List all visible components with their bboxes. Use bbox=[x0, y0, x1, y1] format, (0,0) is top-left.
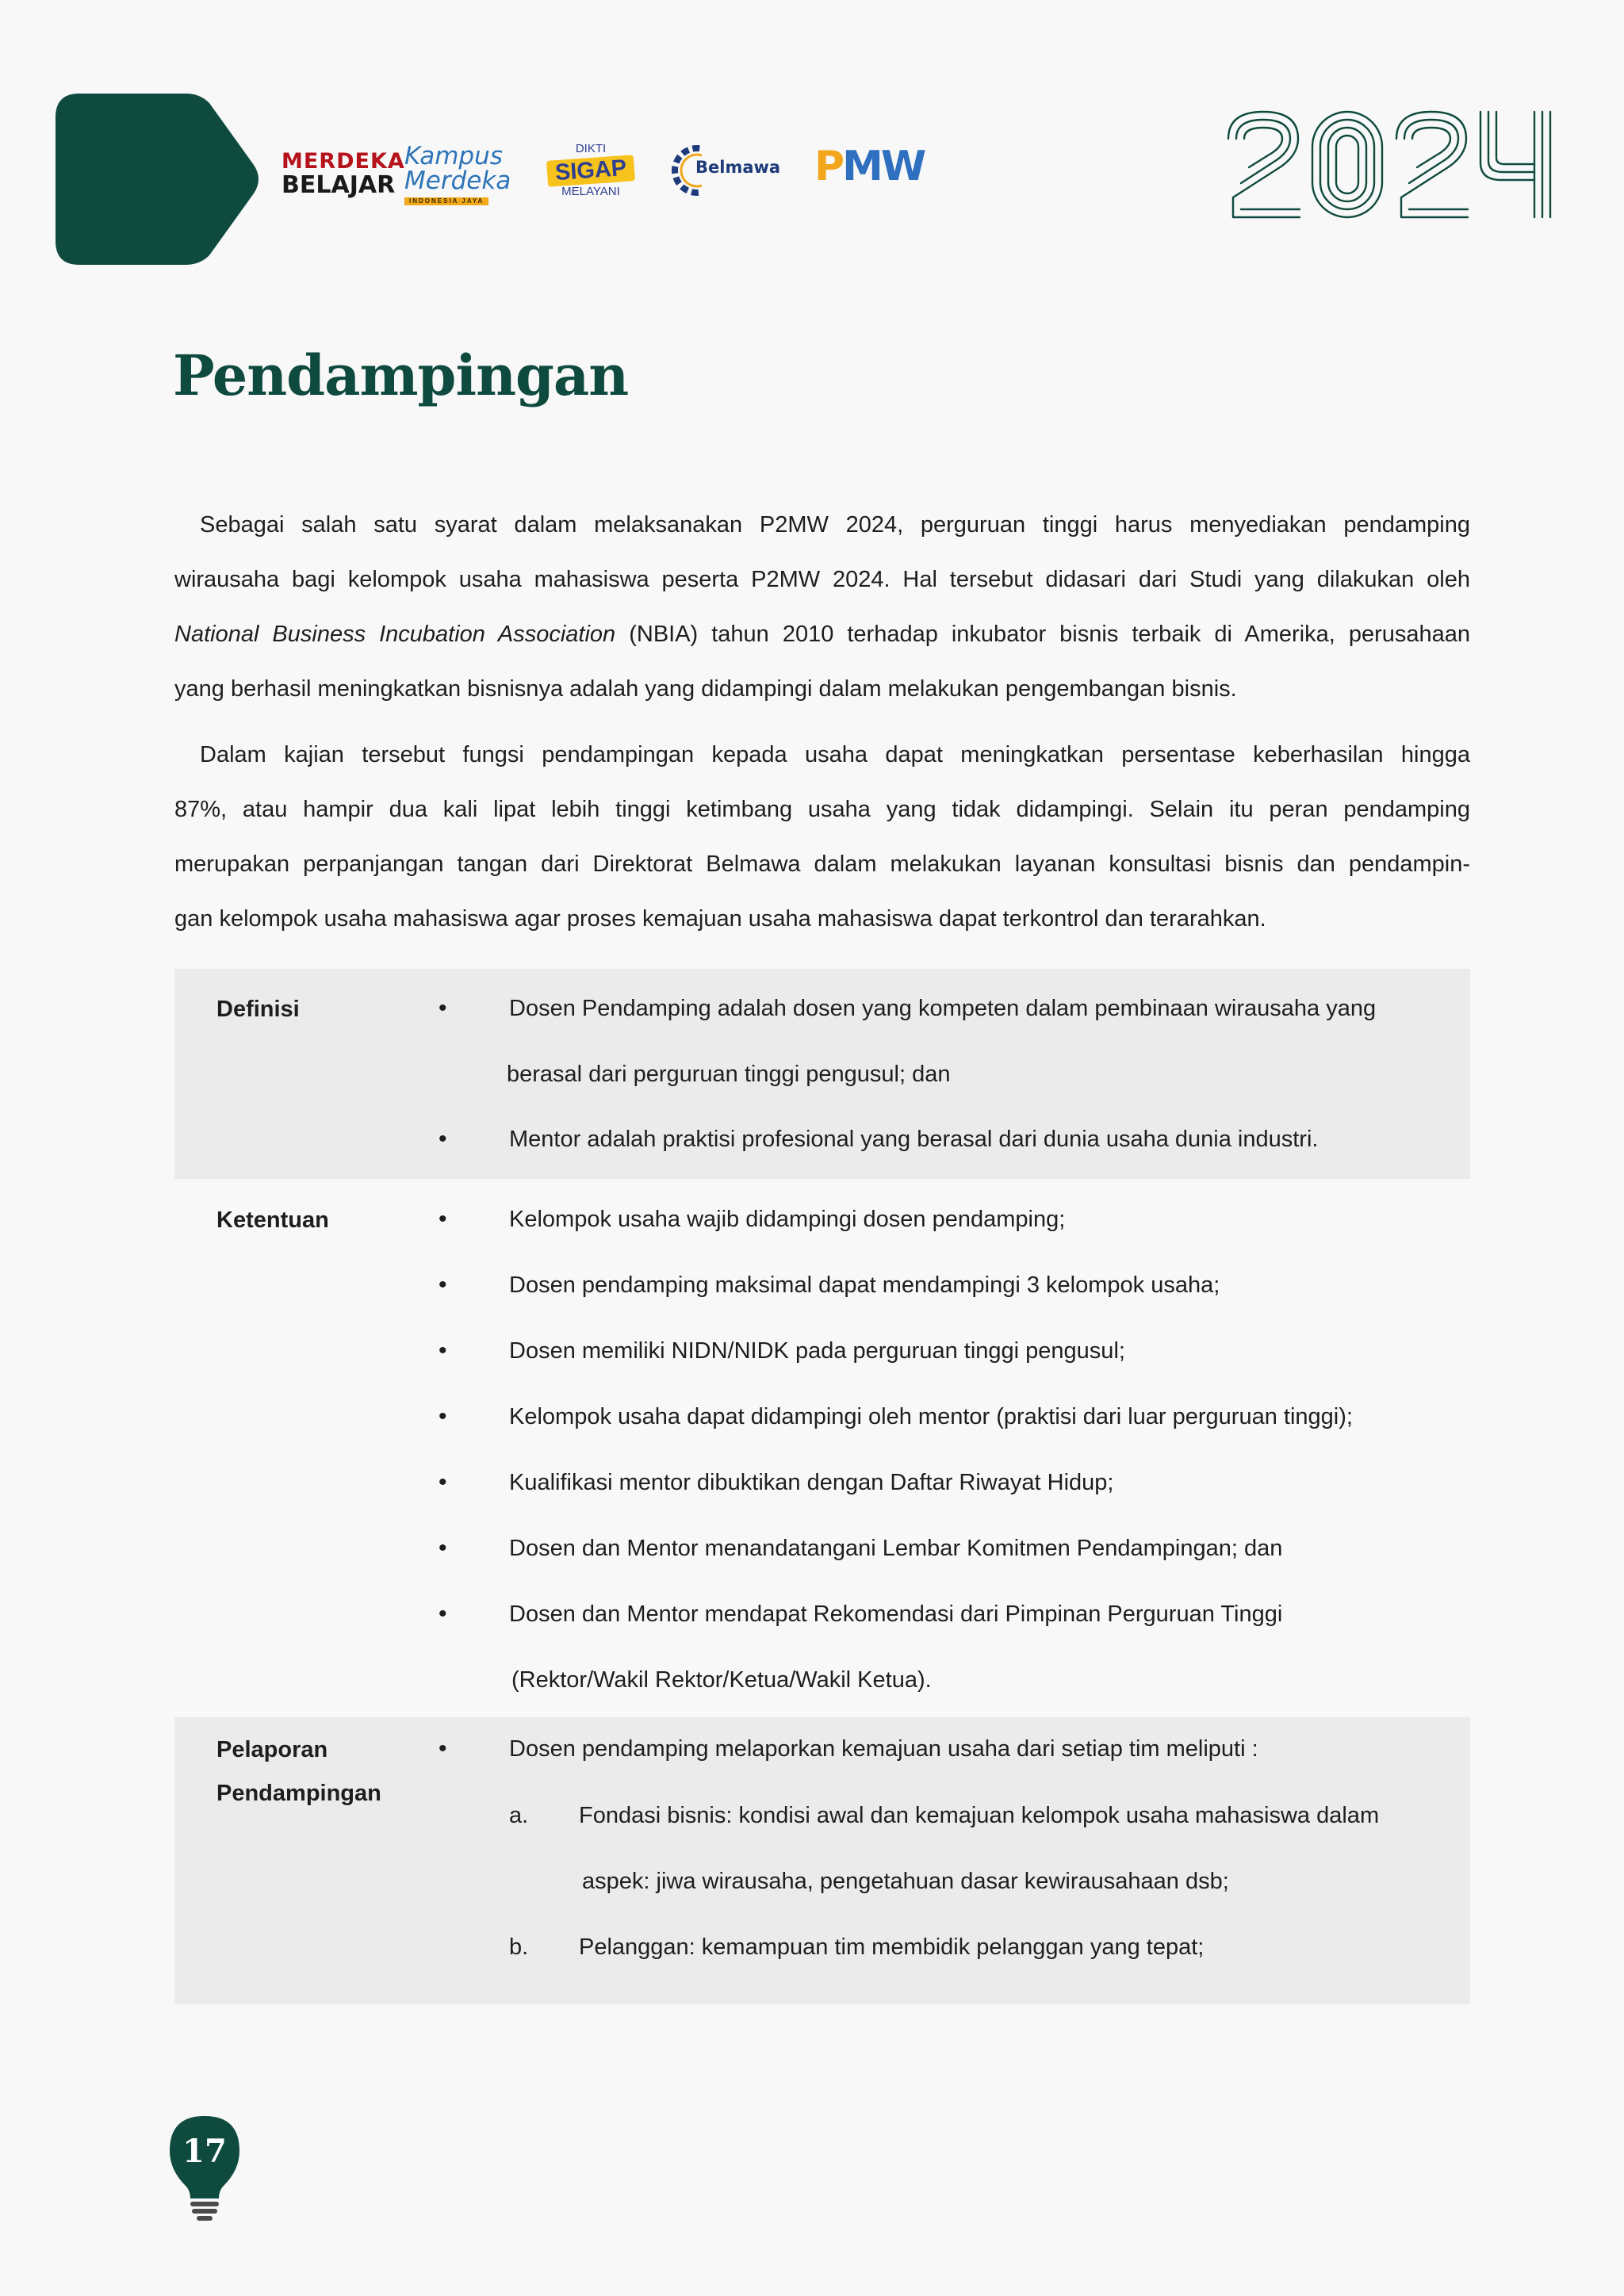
definisi-item: Mentor adalah praktisi profesional yang berasal dari dunia usaha dunia industri. bbox=[509, 1127, 1319, 1152]
digit-2a bbox=[1228, 112, 1300, 217]
definisi-label: Definisi bbox=[216, 997, 300, 1022]
definisi-item-continued: berasal dari perguruan tinggi pengusul; dan bbox=[507, 1062, 951, 1087]
bullet: • bbox=[439, 1126, 447, 1152]
paragraph-line: yang berhasil meningkatkan bisnisnya adalah yang didampingi dalam melakukan pengembangan bisnis. bbox=[174, 676, 1237, 702]
paragraph-line: 87%, atau hampir dua kali lipat lebih tinggi ketimbang usaha yang tidak didampingi. Selain itu peran pendamping bbox=[174, 797, 1470, 822]
sub-item-text: Fondasi bisnis: kondisi awal dan kemajuan kelompok usaha mahasiswa dalam bbox=[579, 1803, 1380, 1828]
ketentuan-item: Dosen pendamping maksimal dapat mendampingi 3 kelompok usaha; bbox=[509, 1272, 1220, 1298]
definisi-item: Dosen Pendamping adalah dosen yang kompeten dalam pembinaan wirausaha yang bbox=[509, 996, 1377, 1021]
sub-item-text: Pelanggan: kemampuan tim membidik pelanggan yang tepat; bbox=[579, 1934, 1205, 1960]
header-tab-shape bbox=[56, 94, 263, 265]
dikti-sigap-logo: DIKTI SIGAP MELAYANI bbox=[539, 143, 642, 197]
sub-item-marker: b. bbox=[509, 1934, 529, 1960]
paragraph-line: Dalam kajian tersebut fungsi pendampingan kepada usaha dapat meningkatkan persentase keberhasilan hingga bbox=[200, 742, 1470, 767]
digit-4 bbox=[1480, 112, 1550, 217]
paragraph-line: wirausaha bagi kelompok usaha mahasiswa peserta P2MW 2024. Hal tersebut didasari dari Studi yang dilakukan oleh bbox=[174, 567, 1470, 592]
ketentuan-item: Dosen dan Mentor mendapat Rekomendasi dari Pimpinan Perguruan Tinggi bbox=[509, 1601, 1283, 1627]
nbia-name: National Business Incubation Association bbox=[174, 622, 616, 647]
bullet: • bbox=[439, 1403, 447, 1429]
pmw-logo bbox=[814, 143, 941, 198]
paragraph-line: gan kelompok usaha mahasiswa agar proses kemajuan usaha mahasiswa dapat terkontrol dan terarahkan. bbox=[174, 906, 1266, 932]
intro-paragraph-2 bbox=[174, 728, 1470, 947]
pelaporan-item: Dosen pendamping melaporkan kemajuan usaha dari setiap tim meliputi : bbox=[509, 1736, 1258, 1762]
ketentuan-item: Dosen memiliki NIDN/NIDK pada perguruan tinggi pengusul; bbox=[509, 1338, 1125, 1364]
pmw-wordmark: PMW bbox=[814, 143, 925, 190]
ketentuan-item: Kelompok usaha wajib didampingi dosen pendamping; bbox=[509, 1207, 1066, 1232]
ketentuan-item: Dosen dan Mentor menandatangani Lembar Komitmen Pendampingan; dan bbox=[509, 1536, 1283, 1561]
belmawa-logo: Belmawa bbox=[670, 139, 789, 202]
bullet: • bbox=[439, 995, 447, 1021]
bullet: • bbox=[439, 1601, 447, 1627]
bullet: • bbox=[439, 1337, 447, 1364]
paragraph-line: merupakan perpanjangan tangan dari Direktorat Belmawa dalam melakukan layanan konsultasi bisnis dan pendampin- bbox=[174, 851, 1470, 877]
paragraph-line: National Business Incubation Association (NBIA) tahun 2010 terhadap inkubator bisnis terbaik di Amerika, perusahaan bbox=[174, 622, 1471, 647]
ketentuan-label: Ketentuan bbox=[216, 1207, 329, 1233]
kampus-merdeka-logo: Kampus Merdeka INDONESIA JAYA bbox=[404, 142, 511, 205]
intro-paragraph-1 bbox=[174, 498, 1470, 717]
bullet: • bbox=[439, 1535, 447, 1561]
page-title: Pendampingan bbox=[173, 342, 629, 408]
bullet: • bbox=[439, 1735, 447, 1762]
ketentuan-item-continued: (Rektor/Wakil Rektor/Ketua/Wakil Ketua). bbox=[511, 1667, 932, 1693]
sub-item-continued: aspek: jiwa wirausaha, pengetahuan dasar kewirausahaan dsb; bbox=[582, 1869, 1229, 1894]
bullet: • bbox=[439, 1206, 447, 1232]
merdeka-belajar-logo: MERDEKA BELAJAR bbox=[282, 149, 405, 199]
bullet: • bbox=[439, 1469, 447, 1495]
bullet: • bbox=[439, 1272, 447, 1298]
ketentuan-item: Kualifikasi mentor dibuktikan dengan Daftar Riwayat Hidup; bbox=[509, 1470, 1114, 1495]
sub-item-marker: a. bbox=[509, 1803, 529, 1828]
digit-0 bbox=[1312, 112, 1382, 217]
page-number: 17 bbox=[182, 2133, 227, 2170]
year-2024-outline bbox=[1225, 107, 1557, 222]
pelaporan-label: Pelaporan Pendampingan bbox=[216, 1737, 381, 1806]
digit-2b bbox=[1396, 112, 1468, 217]
paragraph-line: Sebagai salah satu syarat dalam melaksanakan P2MW 2024, perguruan tinggi harus menyediakan pendamping bbox=[200, 512, 1470, 538]
ketentuan-item: Kelompok usaha dapat didampingi oleh mentor (praktisi dari luar perguruan tinggi); bbox=[509, 1404, 1353, 1429]
